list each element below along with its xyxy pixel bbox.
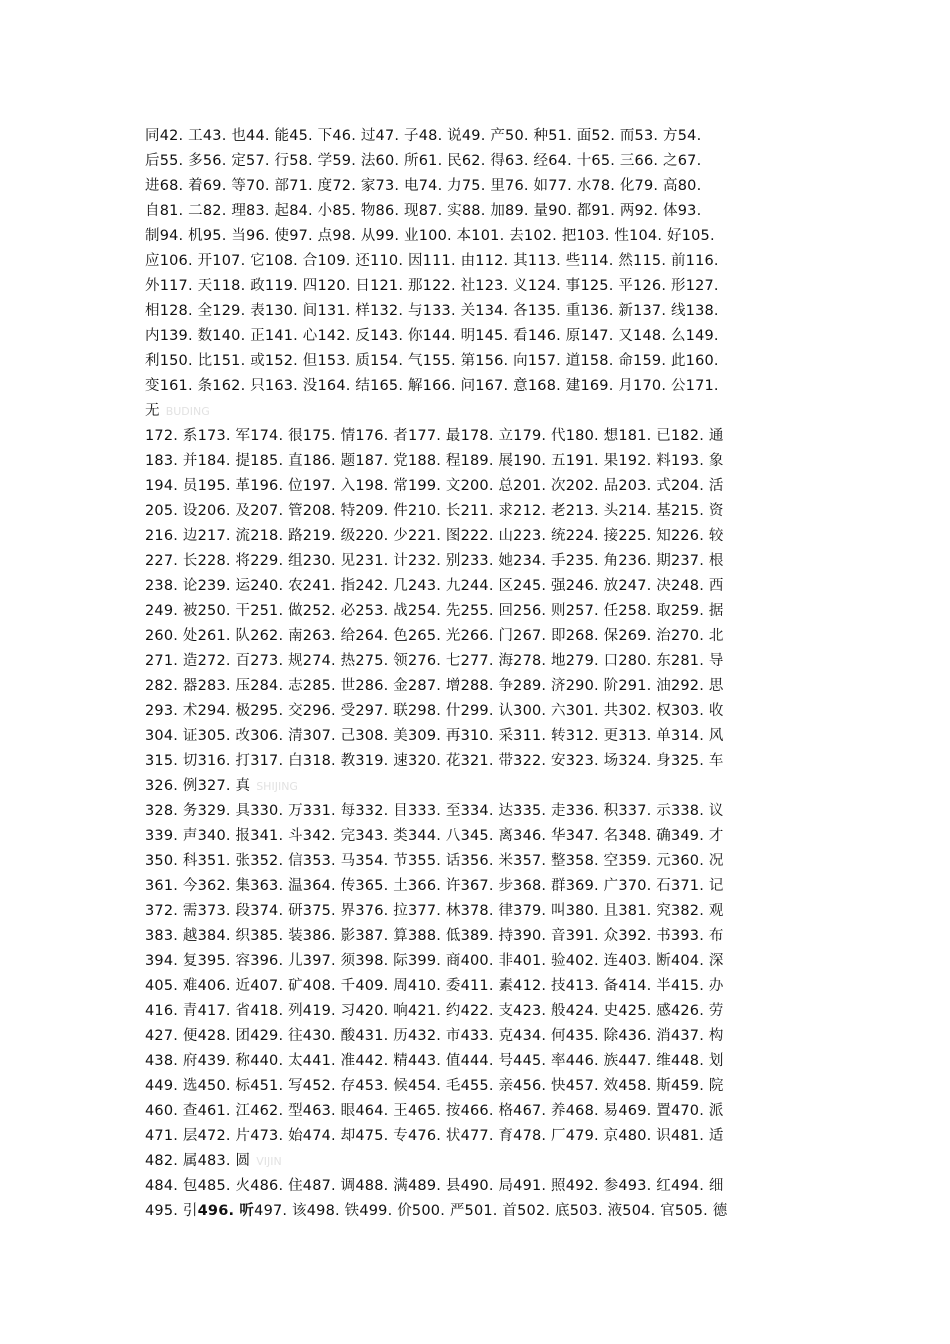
text-line: 405. 难406. 近407. 矿408. 千409. 周410. 委411. 素412. 技413. 备414. 半415. 办	[145, 978, 724, 994]
text-line: 372. 需373. 段374. 研375. 界376. 拉377. 林378. 律379. 叫380. 且381. 究382. 观	[145, 903, 724, 919]
text-line: 293. 术294. 极295. 交296. 受297. 联298. 什299. 认300. 六301. 共302. 权303. 收	[145, 703, 724, 719]
text-line: 后55. 多56. 定57. 行58. 学59. 法60. 所61. 民62. 得63. 经64. 十65. 三66. 之67.	[145, 153, 702, 169]
text-line	[145, 775, 805, 797]
text-line: 216. 边217. 流218. 路219. 级220. 少221. 图222. 山223. 统224. 接225. 知226. 较	[145, 528, 724, 544]
text-line: 238. 论239. 运240. 农241. 指242. 几243. 九244. 区245. 强246. 放247. 决248. 西	[145, 578, 724, 594]
text-line: 利150. 比151. 或152. 但153. 质154. 气155. 第156. 向157. 道158. 命159. 此160.	[145, 353, 719, 369]
text-line: 328. 务329. 具330. 万331. 每332. 目333. 至334. 达335. 走336. 积337. 示338. 议	[145, 803, 724, 819]
text-line: 438. 府439. 称440. 太441. 准442. 精443. 值444. 号445. 率446. 族447. 维448. 划	[145, 1053, 724, 1069]
text-fragment: 495. 引	[145, 1203, 198, 1219]
text-line: 249. 被250. 干251. 做252. 必253. 战254. 先255. 回256. 则257. 任258. 取259. 据	[145, 603, 724, 619]
text-line: 304. 证305. 改306. 清307. 己308. 美309. 再310. 采311. 转312. 更313. 单314. 风	[145, 728, 724, 744]
text-line: 194. 员195. 革196. 位197. 入198. 常199. 文200. 总201. 次202. 品203. 式204. 活	[145, 478, 724, 494]
text-line: 内139. 数140. 正141. 心142. 反143. 你144. 明145. 看146. 原147. 又148. 么149.	[145, 328, 719, 344]
text-line: 自81. 二82. 理83. 起84. 小85. 物86. 现87. 实88. 加89. 量90. 都91. 两92. 体93.	[145, 203, 702, 219]
faint-watermark: SHIJING	[256, 780, 298, 793]
text-line: 449. 选450. 标451. 写452. 存453. 候454. 毛455. 亲456. 快457. 效458. 斯459. 院	[145, 1078, 724, 1094]
text-line	[145, 1150, 805, 1172]
text-line: 227. 长228. 将229. 组230. 见231. 计232. 别233. 她234. 手235. 角236. 期237. 根	[145, 553, 724, 569]
text-line: 427. 便428. 团429. 往430. 酸431. 历432. 市433. 克434. 何435. 除436. 消437. 构	[145, 1028, 724, 1044]
text-line: 271. 造272. 百273. 规274. 热275. 领276. 七277. 海278. 地279. 口280. 东281. 导	[145, 653, 724, 669]
text-line: 282. 器283. 压284. 志285. 世286. 金287. 增288. 争289. 济290. 阶291. 油292. 思	[145, 678, 724, 694]
text-line: 相128. 全129. 表130. 间131. 样132. 与133. 关134. 各135. 重136. 新137. 线138.	[145, 303, 719, 319]
text-line: 315. 切316. 打317. 白318. 教319. 速320. 花321. 带322. 安323. 场324. 身325. 车	[145, 753, 724, 769]
text-line: 183. 并184. 提185. 直186. 题187. 党188. 程189. 展190. 五191. 果192. 料193. 象	[145, 453, 724, 469]
text-line: 361. 今362. 集363. 温364. 传365. 土366. 许367. 步368. 群369. 广370. 石371. 记	[145, 878, 724, 894]
text-line: 同42. 工43. 也44. 能45. 下46. 过47. 子48. 说49. 产50. 种51. 面52. 而53. 方54.	[145, 128, 702, 144]
text-line: 383. 越384. 织385. 装386. 影387. 算388. 低389. 持390. 音391. 众392. 书393. 布	[145, 928, 724, 944]
text-line	[145, 400, 805, 422]
text-fragment: 497. 该498. 铁499. 价500. 严501. 首502. 底503. 液504. 官505. 德	[254, 1203, 728, 1219]
text-fragment: 326. 例327. 真	[145, 778, 251, 794]
text-line: 制94. 机95. 当96. 使97. 点98. 从99. 业100. 本101. 去102. 把103. 性104. 好105.	[145, 228, 715, 244]
text-line: 350. 科351. 张352. 信353. 马354. 节355. 话356. 米357. 整358. 空359. 元360. 况	[145, 853, 724, 869]
faint-watermark: BUDING	[165, 405, 210, 418]
text-fragment: 482. 属483. 圆	[145, 1153, 251, 1169]
text-line: 变161. 条162. 只163. 没164. 结165. 解166. 问167. 意168. 建169. 月170. 公171.	[145, 378, 719, 394]
text-line: 416. 青417. 省418. 列419. 习420. 响421. 约422. 支423. 般424. 史425. 感426. 劳	[145, 1003, 724, 1019]
text-line: 260. 处261. 队262. 南263. 给264. 色265. 光266. 门267. 即268. 保269. 治270. 北	[145, 628, 724, 644]
text-line: 471. 层472. 片473. 始474. 却475. 专476. 状477. 育478. 厂479. 京480. 识481. 适	[145, 1128, 724, 1144]
text-line: 外117. 天118. 政119. 四120. 日121. 那122. 社123. 义124. 事125. 平126. 形127.	[145, 278, 719, 294]
text-fragment: 无	[145, 403, 160, 419]
text-line: 进68. 着69. 等70. 部71. 度72. 家73. 电74. 力75. 里76. 如77. 水78. 化79. 高80.	[145, 178, 702, 194]
text-line	[145, 1200, 805, 1222]
bold-fragment: 496. 听	[197, 1203, 255, 1219]
text-line: 460. 查461. 江462. 型463. 眼464. 王465. 按466. 格467. 养468. 易469. 置470. 派	[145, 1103, 724, 1119]
text-line: 394. 复395. 容396. 儿397. 须398. 际399. 商400. 非401. 验402. 连403. 断404. 深	[145, 953, 724, 969]
text-line: 应106. 开107. 它108. 合109. 还110. 因111. 由112. 其113. 些114. 然115. 前116.	[145, 253, 719, 269]
faint-watermark: VIJIN	[256, 1155, 282, 1168]
text-line: 484. 包485. 火486. 住487. 调488. 满489. 县490. 局491. 照492. 参493. 红494. 细	[145, 1178, 724, 1194]
text-line: 339. 声340. 报341. 斗342. 完343. 类344. 八345. 离346. 华347. 名348. 确349. 才	[145, 828, 724, 844]
text-line: 205. 设206. 及207. 管208. 特209. 件210. 长211. 求212. 老213. 头214. 基215. 资	[145, 503, 724, 519]
text-line: 172. 系173. 军174. 很175. 情176. 者177. 最178. 立179. 代180. 想181. 已182. 通	[145, 428, 724, 444]
